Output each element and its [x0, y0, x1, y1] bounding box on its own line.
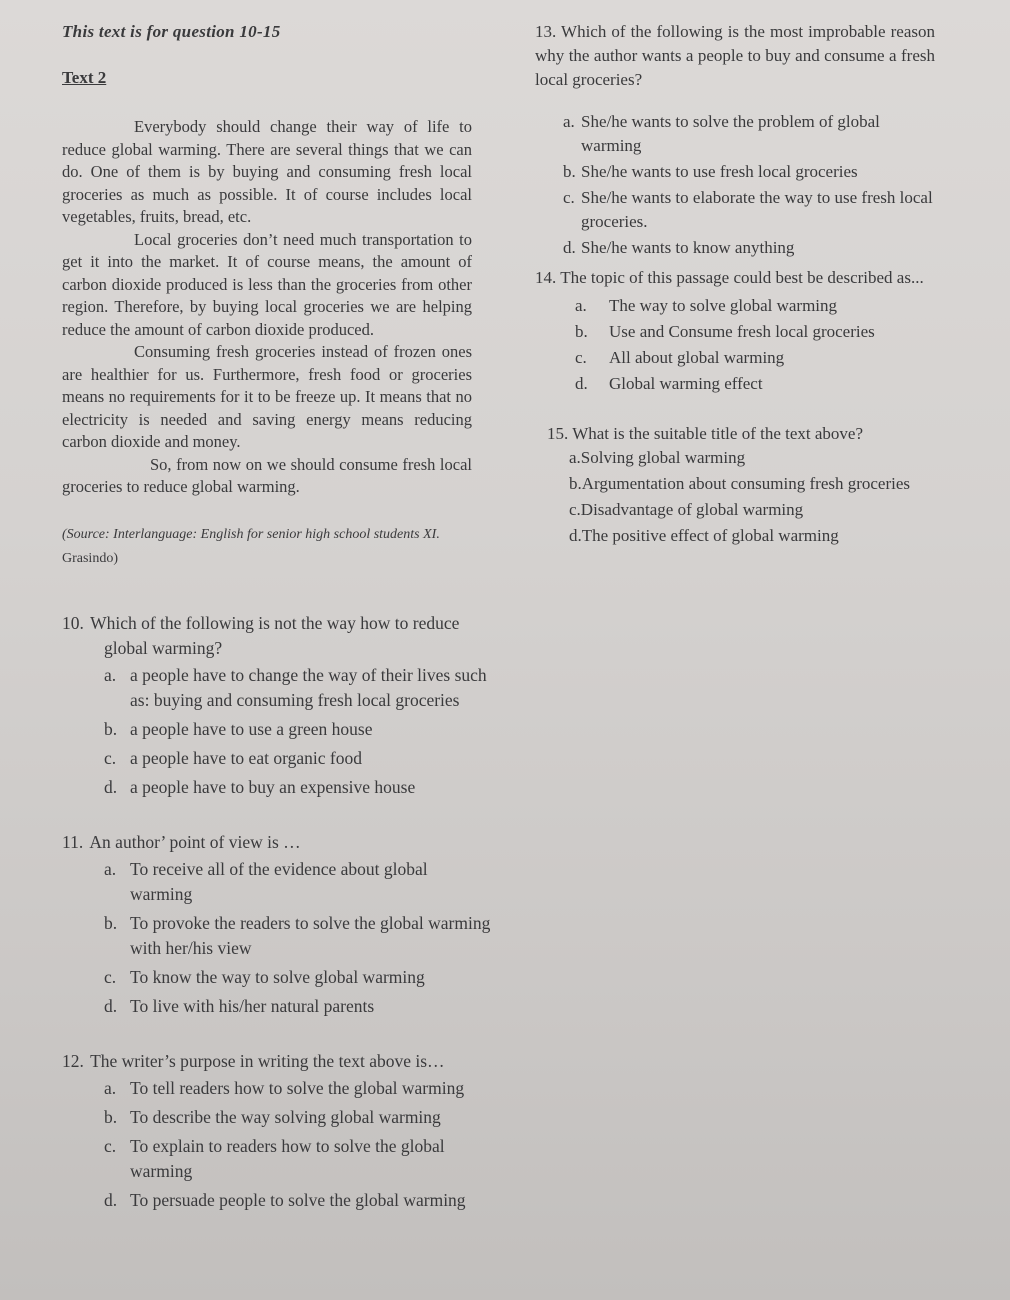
option-text: All about global warming: [609, 348, 785, 367]
option-letter: c.: [569, 500, 581, 519]
option-letter: b.: [104, 1106, 118, 1127]
option-text: a people have to use a green house: [130, 718, 373, 739]
right-column: [535, 20, 935, 550]
answer-options: [569, 446, 935, 548]
question-11: [62, 830, 492, 1019]
option-text: Global warming effect: [609, 374, 763, 393]
answer-option[interactable]: [104, 717, 492, 742]
option-letter: b.: [104, 718, 118, 739]
option-text: Disadvantage of global warming: [580, 500, 804, 519]
question-14: [535, 266, 935, 396]
question-number: 15.: [547, 424, 569, 443]
option-letter: d.: [575, 374, 588, 393]
answer-option[interactable]: [104, 1188, 492, 1213]
option-text: To know the way to solve global warming: [130, 966, 425, 987]
option-letter: c.: [563, 188, 575, 207]
question-stem: [62, 1049, 492, 1074]
option-text: The positive effect of global warming: [581, 526, 839, 545]
question-text: Which of the following is the most improbable reason why the author wants a people to buy and consume a fresh local groceries?: [535, 22, 935, 89]
option-text: a people have to eat organic food: [130, 747, 362, 768]
answer-option[interactable]: [569, 524, 935, 548]
option-letter: d.: [104, 1189, 118, 1210]
answer-option[interactable]: [575, 320, 935, 344]
option-text: To provoke the readers to solve the global warming with her/his view: [130, 912, 491, 958]
option-text: The way to solve global warming: [609, 296, 838, 315]
option-text: To receive all of the evidence about global warming: [130, 858, 428, 904]
answer-options: [104, 1076, 492, 1213]
answer-option[interactable]: [563, 110, 935, 158]
answer-option[interactable]: [569, 446, 935, 470]
question-stem: [62, 611, 492, 661]
source-publisher: Grasindo): [62, 550, 118, 566]
option-text: She/he wants to elaborate the way to use fresh local groceries.: [581, 188, 933, 231]
answer-option[interactable]: [569, 498, 935, 522]
question-range-note: This text is for question 10-15: [62, 22, 281, 41]
option-text: Use and Consume fresh local groceries: [609, 322, 875, 341]
answer-option[interactable]: [104, 857, 492, 907]
left-column: [62, 22, 492, 1217]
option-letter: a.: [563, 112, 575, 131]
passage-paragraph: Everybody should change their way of life to reduce global warming. There are several things that we can do. One of them is by buying and consuming fresh local groceries as much as possible. It of course includes local vegetables, fruits, bread, etc.: [62, 117, 472, 226]
answer-option[interactable]: [104, 965, 492, 990]
answer-option[interactable]: [575, 372, 935, 396]
option-letter: c.: [104, 966, 117, 987]
answer-option[interactable]: [563, 236, 935, 260]
question-12: [62, 1049, 492, 1213]
option-letter: a.: [104, 858, 117, 879]
question-text: The topic of this passage could best be described as...: [560, 268, 924, 287]
question-number: 13.: [535, 22, 557, 41]
option-text: Solving global warming: [580, 448, 746, 467]
question-text: The writer’s purpose in writing the text above is…: [90, 1050, 445, 1071]
option-letter: c.: [104, 1135, 117, 1156]
answer-option[interactable]: [569, 472, 935, 496]
option-text: To tell readers how to solve the global warming: [130, 1077, 465, 1098]
answer-options: [104, 663, 492, 800]
passage-paragraph: Local groceries don’t need much transportation to get it into the market. It of course means, the amount of carbon dioxide produced is less than the groceries from other region. Therefore, by buying local groceries we are helping reduce the amount of carbon dioxide produced.: [62, 229, 472, 339]
option-text: To explain to readers how to solve the global warming: [130, 1135, 445, 1181]
option-letter: d.: [104, 995, 118, 1016]
option-text: To describe the way solving global warming: [130, 1106, 441, 1127]
question-10: [62, 611, 492, 800]
option-letter: d.: [563, 238, 576, 257]
option-text: Argumentation about consuming fresh groceries: [581, 474, 911, 493]
answer-option[interactable]: [104, 663, 492, 713]
option-letter: b.: [563, 162, 576, 181]
option-letter: a.: [569, 448, 581, 467]
answer-option[interactable]: [104, 994, 492, 1019]
question-stem: [535, 266, 935, 290]
option-letter: d.: [569, 526, 582, 545]
answer-option[interactable]: [104, 911, 492, 961]
option-text: She/he wants to use fresh local groceries: [581, 162, 858, 181]
question-text: An author’ point of view is …: [89, 831, 301, 852]
text-label: Text 2: [62, 68, 107, 87]
option-letter: c.: [104, 747, 117, 768]
answer-option[interactable]: [563, 186, 935, 234]
option-letter: b.: [569, 474, 582, 493]
question-number: 11.: [62, 831, 84, 852]
option-text: She/he wants to solve the problem of global warming: [581, 112, 880, 155]
question-stem: [535, 20, 935, 92]
question-stem: [547, 422, 935, 446]
option-letter: b.: [575, 322, 588, 341]
source-title: (Source: Interlanguage: English for senior high school students XI.: [62, 526, 440, 542]
question-number: 12.: [62, 1050, 84, 1071]
question-number: 14.: [535, 268, 557, 287]
question-text: What is the suitable title of the text above?: [572, 424, 863, 443]
question-13: [535, 20, 935, 260]
question-text: Which of the following is not the way how to reduce global warming?: [90, 612, 460, 658]
answer-option[interactable]: [104, 1134, 492, 1184]
option-text: To persuade people to solve the global warming: [130, 1189, 466, 1210]
passage-source: [62, 523, 472, 571]
answer-option[interactable]: [104, 1076, 492, 1101]
option-text: a people have to change the way of their lives such as: buying and consuming fresh local groceries: [130, 664, 487, 710]
question-15: [535, 422, 935, 548]
passage-paragraph: So, from now on we should consume fresh local groceries to reduce global warming.: [62, 454, 472, 496]
option-letter: a.: [575, 296, 587, 315]
option-text: a people have to buy an expensive house: [130, 776, 416, 797]
option-letter: d.: [104, 776, 118, 797]
answer-options: [563, 110, 935, 260]
option-text: She/he wants to know anything: [581, 238, 795, 257]
answer-option[interactable]: [575, 294, 935, 318]
answer-options: [575, 294, 935, 396]
answer-option[interactable]: [563, 160, 935, 184]
option-letter: a.: [104, 1077, 117, 1098]
option-text: To live with his/her natural parents: [130, 995, 375, 1016]
passage-paragraph: Consuming fresh groceries instead of frozen ones are healthier for us. Furthermore, fresh food or groceries means no requirements for it to be freeze up. It means that no electricity is needed and saving energy means reducing carbon dioxide and money.: [62, 342, 472, 451]
option-letter: b.: [104, 912, 118, 933]
answer-option[interactable]: [104, 1105, 492, 1130]
answer-option[interactable]: [104, 775, 492, 800]
reading-passage: [62, 116, 472, 499]
question-number: 10.: [62, 612, 84, 633]
question-stem: [62, 830, 492, 855]
option-letter: a.: [104, 664, 117, 685]
answer-options: [104, 857, 492, 1019]
answer-option[interactable]: [104, 746, 492, 771]
answer-option[interactable]: [575, 346, 935, 370]
option-letter: c.: [575, 348, 587, 367]
